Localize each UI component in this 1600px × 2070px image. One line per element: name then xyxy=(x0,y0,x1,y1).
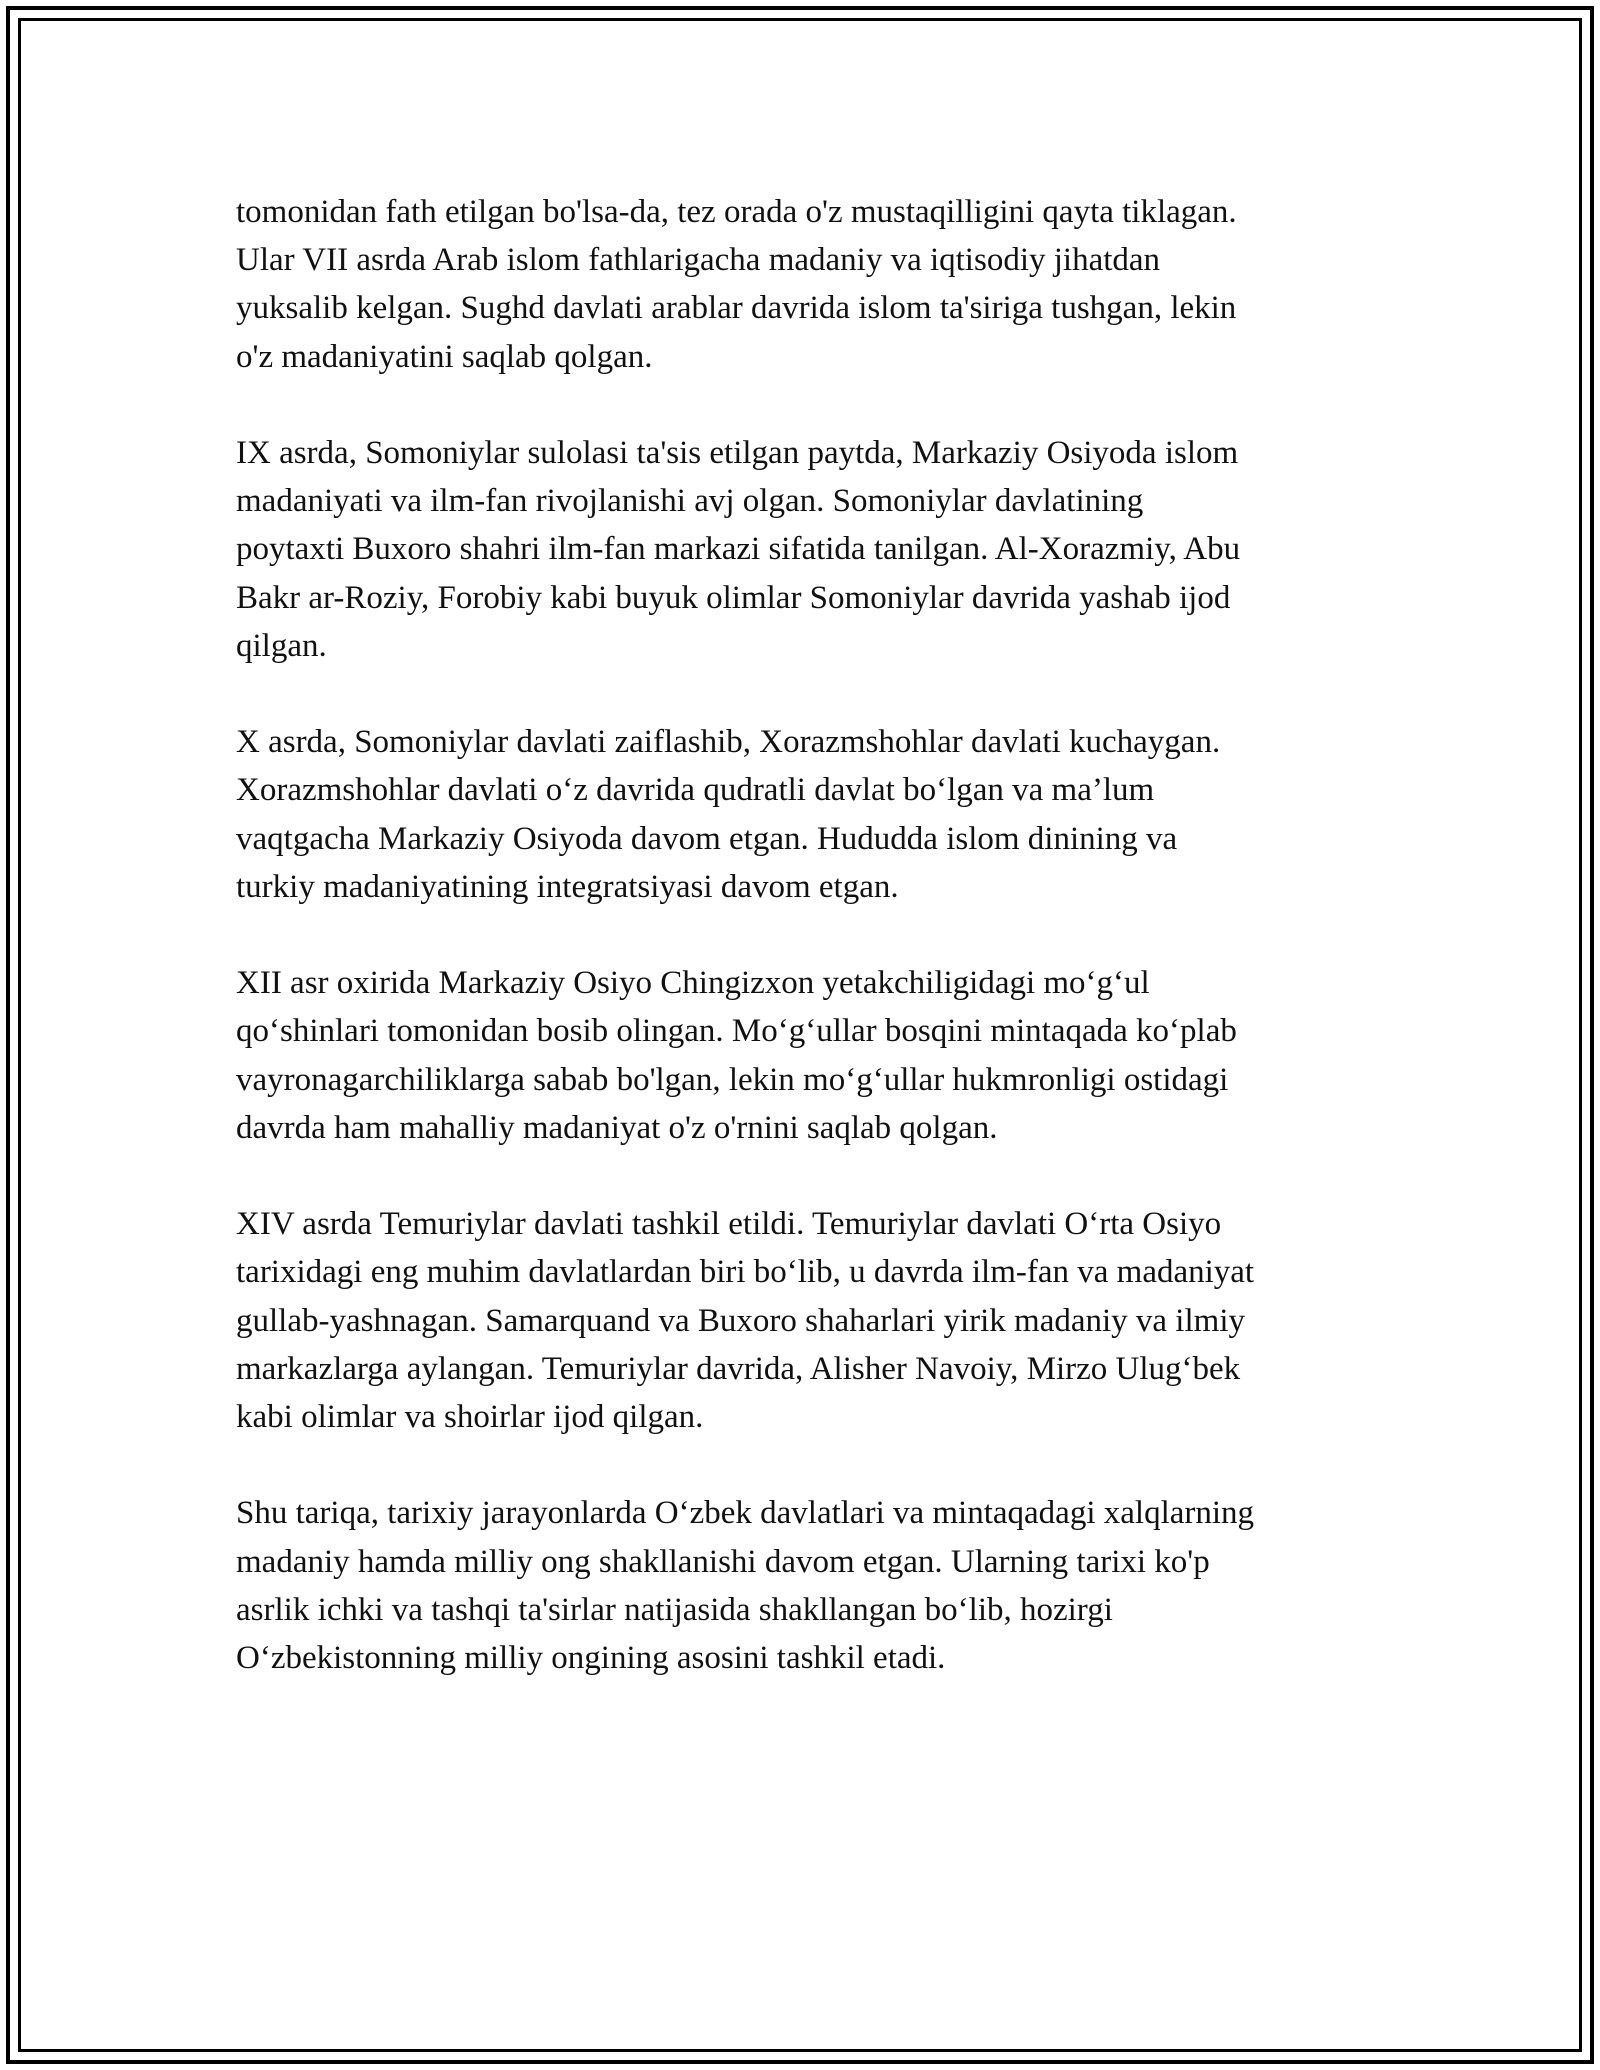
paragraph-temuriylar: XIV asrda Temuriylar davlati tashkil etildi. Temuriylar davlati O‘rta Osiyo tarixidagi eng muhim davlatlardan biri bo‘lib, u davrda ilm-fan va madaniyat gullab-yashnagan. Samarquand va Buxoro shaharlari yirik madaniy va ilmiy markazlarga aylangan. Temuriylar davrida, Alisher Navoiy, Mirzo Ulug‘bek kabi olimlar va shoirlar ijod qilgan. xyxy=(236,1206,1255,1436)
paragraph-mongol-invasion: XII asr oxirida Markaziy Osiyo Chingizxon yetakchiligidagi mo‘g‘ul qo‘shinlari tomonidan bosib olingan. Mo‘g‘ullar bosqini mintaqada ko‘plab vayronagarchiliklarga sabab bo'lgan, lekin mo‘g‘ullar hukmronligi ostidagi davrda ham mahalliy madaniyat o'z o'rnini saqlab qolgan. xyxy=(236,965,1237,1146)
paragraph-conclusion: Shu tariqa, tarixiy jarayonlarda O‘zbek davlatlari va mintaqadagi xalqlarning madaniy hamda milliy ong shakllanishi davom etgan. Ularning tarixi ko'p asrlik ichki va tashqi ta'sirlar natijasida shakllangan bo‘lib, hozirgi O‘zbekistonning milliy ongining asosini tashkil etadi. xyxy=(236,1495,1255,1677)
paragraph-sughd: tomonidan fath etilgan bo'lsa-da, tez orada o'z mustaqilligini qayta tiklagan. Ular VII asrda Arab islom fathlarigacha madaniy va iqtisodiy jihatdan yuksalib kelgan. Sughd davlati arablar davrida islom ta'siriga tushgan, lekin o'z madaniyatini saqlab qolgan. xyxy=(236,194,1237,375)
document-body xyxy=(236,188,1386,1730)
paragraph-somoniylar: IX asrda, Somoniylar sulolasi ta'sis etilgan paytda, Markaziy Osiyoda islom madaniyati va ilm-fan rivojlanishi avj olgan. Somoniylar davlatining poytaxti Buxoro shahri ilm-fan markazi sifatida tanilgan. Al-Xorazmiy, Abu Bakr ar-Roziy, Forobiy kabi buyuk olimlar Somoniylar davrida yashab ijod qilgan. xyxy=(236,435,1241,664)
paragraph-xorazmshohlar: X asrda, Somoniylar davlati zaiflashib, Xorazmshohlar davlati kuchaygan. Xorazmshohlar davlati o‘z davrida qudratli davlat bo‘lgan va ma’lum vaqtgacha Markaziy Osiyoda davom etgan. Hududda islom dinining va turkiy madaniyatining integratsiyasi davom etgan. xyxy=(236,724,1221,905)
